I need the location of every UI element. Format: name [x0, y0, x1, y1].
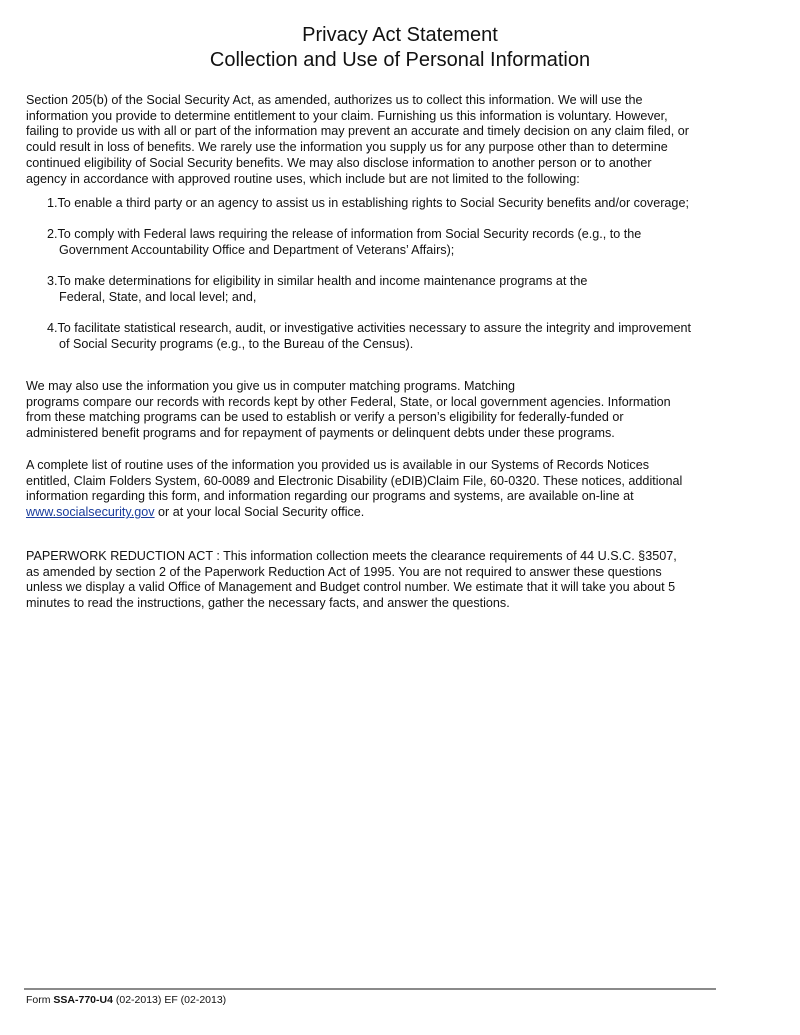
list-item: [47, 321, 691, 352]
list-item-text: 4.To facilitate statistical research, audit, or investigative activities necessary to assure the integrity and improvement: [47, 321, 691, 335]
page-title: Privacy Act Statement: [302, 24, 498, 46]
text-line: from these matching programs can be used to establish or verify a person’s eligibility for federally-funded or: [26, 410, 624, 425]
list-item-continuation: Federal, State, and local level; and,: [59, 289, 257, 304]
list-item-text: 2.To comply with Federal laws requiring the release of information from Social Security records (e.g., to the: [47, 227, 642, 241]
text-line: entitled, Claim Folders System, 60-0089 and Electronic Disability (eDIB)Claim File, 60-0320. These notices, additional: [26, 473, 683, 488]
socialsecurity-link[interactable]: www.socialsecurity.gov: [26, 505, 155, 520]
text-line: administered benefit programs and for repayment of payments or delinquent debts under these programs.: [26, 426, 615, 441]
list-item-continuation: Government Accountability Office and Department of Veterans’ Affairs);: [59, 242, 455, 257]
page-subtitle: Collection and Use of Personal Information: [209, 49, 591, 71]
list-item: [47, 227, 641, 258]
text-line: or at your local Social Security office.: [154, 505, 365, 520]
list-item: [47, 196, 689, 212]
text-line: continued eligibility of Social Security benefits. We may also disclose information to another person or to another: [26, 155, 652, 170]
text-line: minutes to read the instructions, gather the necessary facts, and answer the questions.: [26, 596, 510, 611]
list-item-text: 1.To enable a third party or an agency to assist us in establishing rights to Social Security benefits and/or coverage;: [47, 196, 689, 210]
text-line: as amended by section 2 of the Paperwork Reduction Act of 1995. You are not required to answer these questions: [26, 564, 662, 579]
list-item-text: 3.To make determinations for eligibility in similar health and income maintenance programs at the: [47, 274, 588, 288]
text-line: agency in accordance with approved routine uses, which include but are not limited to the following:: [26, 171, 580, 186]
text-line: could result in loss of benefits. We rarely use the information you supply us for any purpose other than to determine: [26, 140, 668, 155]
text-line: PAPERWORK REDUCTION ACT : This information collection meets the clearance requirements of 44 U.S.C. §3507,: [26, 549, 677, 563]
text-line: programs compare our records with records kept by other Federal, State, or local government agencies. Information: [26, 394, 671, 409]
paperwork-paragraph: [26, 549, 677, 612]
list-item-continuation: of Social Security programs (e.g., to the Bureau of the Census).: [59, 336, 414, 351]
text-line: We may also use the information you give us in computer matching programs. Matching: [26, 379, 516, 393]
text-line: information regarding this form, and information regarding our programs and systems, are available on-line at: [26, 489, 634, 504]
list-item: [47, 274, 587, 305]
text-line: failing to provide us with all or part of the information may prevent an accurate and timely decision on any claim filed, or: [26, 124, 689, 139]
form-footer: [26, 994, 226, 1006]
routine-uses-paragraph: [26, 458, 682, 521]
footer-divider: [24, 988, 716, 990]
matching-paragraph: [26, 379, 671, 442]
text-line: Section 205(b) of the Social Security Act, as amended, authorizes us to collect this information. We will use the: [26, 93, 643, 107]
text-line: A complete list of routine uses of the information you provided us is available in our Systems of Records Notices: [26, 458, 649, 472]
form-number: SSA-770-U4: [53, 994, 113, 1006]
footer-prefix: Form: [26, 994, 54, 1006]
intro-paragraph: [26, 93, 689, 187]
text-line: information you provide to determine entitlement to your claim. Furnishing us this information is voluntary. However,: [26, 108, 668, 123]
text-line: unless we display a valid Office of Management and Budget control number. We estimate that it will take you about 5: [26, 580, 676, 595]
footer-dates: (02-2013) EF (02-2013): [112, 994, 227, 1006]
